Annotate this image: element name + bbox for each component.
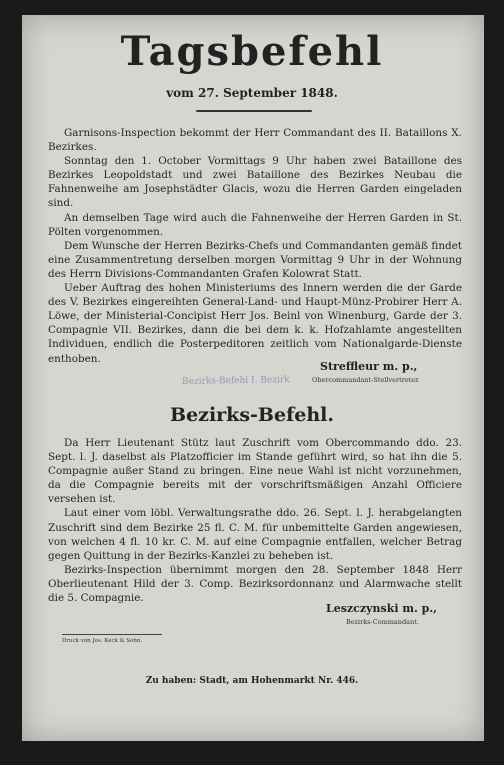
paragraph: Laut einer vom löbl. Verwaltungsrathe ddo. 26. Sept. l. J. herabgelangten Zuschrift sind dem Bezirke 25 fl. C. M. für unbemittelte Garden angewiesen, von welchen 4 fl. 10 kr. C. M. auf eine Compagnie entfallen, welcher Betrag gegen Quittung in der Bezirks-Kanzlei zu beheben ist. <box>48 507 462 562</box>
footer-note: Zu haben: Stadt, am Hohenmarkt Nr. 446. <box>145 676 359 686</box>
paragraph: Da Herr Lieutenant Stütz laut Zuschrift vom Obercommando ddo. 23. Sept. l. J. daselbst als Platzofficier im Stande geführt wird, so hat ihn die 5. Compagnie außer Stand zu bringen. Eine neue Wahl ist nicht vorzunehmen, da die Compagnie bereits mit der vorschriftsmäßigen Anzahl Officiere versehen ist. <box>48 437 462 506</box>
section-two-body <box>48 436 462 605</box>
printer-divider <box>62 634 162 635</box>
paragraph: Ueber Auftrag des hohen Ministeriums des Innern werden die der Garde des V. Bezirkes eingereihten General-Land- und Haupt-Münz-Probirer Herr A. Löwe, der Ministerial-Concipist Herr Jos. Beinl von Winenburg, Garde der 3. Compagnie VII. Bezirkes, dann die bei dem k. k. Hofzahlamte angestellten Individuen, endlich die Posterpeditoren zeitlich vom Nationalgarde-Dienste enthoben. <box>48 282 462 365</box>
stamp-mark: Bezirks-Befehl I. Bezirk <box>181 375 290 387</box>
signature-leszczynski: Leszczynski m. p., <box>326 602 437 615</box>
title-divider <box>196 110 312 112</box>
document-title: Tagsbefehl <box>120 28 384 75</box>
printer-note: Druck von Jos. Keck & Sohn. <box>62 638 143 644</box>
paragraph: Bezirks-Inspection übernimmt morgen den 28. September 1848 Herr Oberlieutenant Hild der 3. Comp. Bezirksordonnanz und Alarmwache stellt die 5. Compagnie. <box>48 563 462 605</box>
section-heading: Bezirks-Befehl. <box>170 404 334 426</box>
document-date: vom 27. September 1848. <box>166 86 338 100</box>
paragraph: Sonntag den 1. October Vormittags 9 Uhr haben zwei Bataillone des Bezirkes Leopoldstadt und zwei Bataillone des Bezirkes Neubau die Fahnenweihe am Josephstädter Glacis, wozu die Herren Garden eingeladen sind. <box>48 155 462 210</box>
paragraph: An demselben Tage wird auch die Fahnenweihe der Herren Garden in St. Pölten vorgenommen. <box>48 211 462 238</box>
signature-streffleur: Streffleur m. p., <box>320 360 418 373</box>
paragraph: Garnisons-Inspection bekommt der Herr Commandant des II. Bataillons X. Bezirkes. <box>48 127 462 154</box>
signature-title: Obercommandant-Stellvertreter. <box>312 376 420 384</box>
signature-title: Bezirks-Commandant. <box>346 618 419 626</box>
paragraph: Dem Wunsche der Herren Bezirks-Chefs und Commandanten gemäß findet eine Zusammentretung derselben morgen Vormittag 9 Uhr in der Wohnung des Herrn Divisions-Commandanten Grafen Kolowrat Statt. <box>48 239 462 280</box>
section-one-body <box>48 126 462 366</box>
